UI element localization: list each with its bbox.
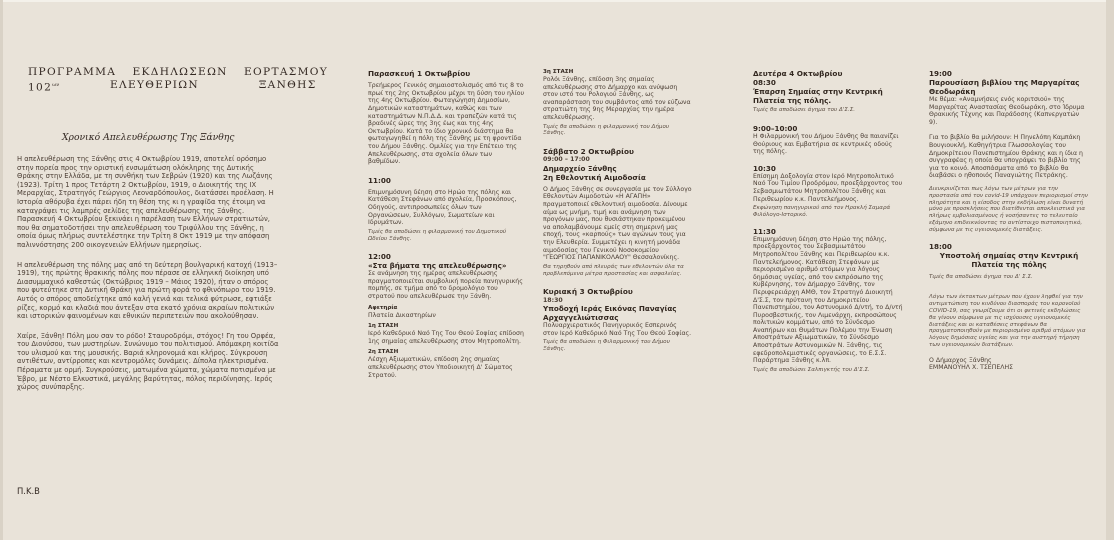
flag-raising-title: Έπαρση Σημαίας στην Κεντρική Πλατεία της πόλης.	[753, 87, 883, 106]
book-speakers-text: Για το βιβλίο θα μιλήσουν: Η Πηνελόπη Καμπάκη Βουγιουκλή, Καθηγήτρια Γλωσσολογίας του Δημοκρίτειου Πανεπιστημίου Θράκης και η ίδια η συγγραφέας η οποία θα υπογράψει το βιβλίο της για το κοινό. Αποσπάσματα από το βιβλίο θα διαβάσει ο ηθοποιός Παναγιώτης Πετράκης.	[929, 134, 1083, 180]
wreath-laying-note: Τιμές θα αποδώσει Σαλπιγκτής του Δ'Σ.Σ.	[753, 366, 870, 373]
covid-measures-note: Λόγω των έκτακτων μέτρων που έχουν ληφθεί για την αντιμετώπιση του κινδύνου διασποράς του κορονοϊού COVID-19, σας γνωρίζουμε ότι οι φετινές εκδηλώσεις θα γίνουν σύμφωνα με τις ισχύουσες υγειονομικές διατάξεις και οι καταθέσεις στεφάνων θα πραγματοποιηθούν με περιορισμένο αριθμό ατόμων για λόγους δημόσιας υγείας και για την αυστηρή τήρηση των υγειονομικών διατάξεων.	[929, 294, 1086, 348]
band-text: Η Φιλαρμονική του Δήμου Ξάνθης θα παιανίζει Θούριους και Εμβατήρια σε κεντρικές οδούς της πόλης.	[753, 133, 899, 156]
stop-3-note: Τιμές θα αποδώσει η φιλαρμονική του Δήμου Ξάνθης.	[543, 123, 670, 137]
wreath-laying-text: Επιμνημόσυνη δέηση στο Ηρώο της πόλης, προεξάρχοντος του Σεβασμιωτάτου Μητροπολίτου Ξάνθης και Περιθεωρίου κ.κ. Παντελεήμονος. Κατάθεση Στεφάνων με περιορισμένο αριθμό ατόμων για λόγους δημόσιας υγείας, από τον εκπρόσωπο της Κυβέρνησης, τον Δήμαρχο Ξάνθης, τον Περιφερειάρχη ΑΜΘ, τον Στρατηγό Διοικητή Δ'Σ.Σ, τον πρύτανη του Δημοκριτείου Πανεπιστημίου, τον Αστυνομικό Δ/ντή, το Δ/ντή Πυροσβεστικής, τον Λιμενάρχη, εκπροσώπους πολιτικών κομμάτων, από το Σύνδεσμο Αναπήρων και Θυμάτων Πολέμου την Ένωση Αποστράτων Αξιωματικών, το Σύνδεσμο Αποστράτων Αστυνομικών Ν. Ξάνθης, τις εφεδροπολεμιστικές οργανώσεις, το Ε.Σ.Σ. Παράρτημα Ξάνθης κ.λπ.	[753, 235, 903, 365]
friday-description: Τρεήμερος Γενικός σημαιοστολισμός από τις 8 το πρωί της 2ης Οκτωβρίου μέχρι τη δύση του ηλίου της 4ης Οκτωβρίου. Φωταγώγηση Δημοσίων, Δημοτικών καταστημάτων, καθώς και των καταστημάτων Ν.Π.Δ.Δ. και τραπεζών κατά τις βραδινές ώρες της 3ης έως και της 4ης Οκτωβρίου. Κατά το ίδιο χρονικό διάστημα θα φωταγωγηθεί η πόλη της Ξάνθης με τη φροντίδα του Δήμου Ξάνθης. Ομιλίες για την Επέτειο της Απελευθέρωσης, στα σχολεία όλων των βαθμίδων.	[368, 82, 525, 166]
vespers-note: Τιμές θα αποδώσει η Φιλαρμονική του Δήμου Ξάνθης.	[543, 339, 670, 352]
flag-lowering-title: Υποστολή σημαίας στην Κεντρική Πλατεία της πόλης	[939, 250, 1079, 269]
stop-1-label: 1η ΣΤΑΣΗ	[368, 323, 399, 330]
title-word-liberation: ΕΛΕΥΘΕΡΙΩΝ	[110, 79, 199, 91]
time-1200: 12:00	[368, 252, 391, 262]
time-0830: 08:30	[753, 78, 776, 88]
column-monday	[753, 69, 905, 374]
doxology-text: Επίσημη Δοξολογία στον Ιερό Μητροπολιτικό Ναό Του Τιμίου Προδρόμου, προεξάρχοντος του Σεβασμιωτάτου Μητροπολίτου Ξάνθης και Περιθεωρίου κ.κ. Παντελεήμονος.	[753, 172, 903, 203]
title-suffix: ων	[52, 82, 60, 88]
chronicle-paragraph-1: Η απελευθέρωση της Ξάνθης στις 4 Οκτωβρίου 1919, αποτελεί ορόσημο στην πορεία προς την οριστική ενσωμάτωση ολόκληρης της Δυτικής Θράκης στην Ελλάδα, με τη συνθήκη των Σεβρών (1920) και της Λωζάνης (1923). Τρίτη 1 προς Τετάρτη 2 Οκτωβρίου, 1919, ο Διοικητής της ΙΧ Μεραρχίας, Στρατηγός Γεώργιος Λεοναρδόπουλος, διατάσσει προέλαση. Η Ιστορία αθόρυβα έχει πάρει ήδη τη θέση της κι η γραφίδα της έτοιμη να καταγράψει τις λαμπρές σελίδες της απελευθέρωσης της Ξάνθης. Παρασκευή 4 Οκτωβρίου ξεκινάει η παρέλαση των Ελλήνων στρατιωτών, που θα σηματοδοτήσει την απελευθέρωση του Τριφύλλου της Ξάνθης, η οποία όμως πλήρως συντελέστηκε την Τρίτη 8 Οκτ 1919 με την απόφαση παλιννόστησης 200 οικογενειών Ελλήνων ημερησίως.	[17, 155, 274, 249]
time-1130: 11:30	[753, 226, 776, 236]
day-saturday-heading: Σάββατο 2 Οκτωβρίου	[543, 147, 634, 157]
column-saturday-sunday	[543, 69, 693, 353]
book-presentation-text: Με θέμα: «Αναμνήσεις ενός κοριτσιού» της Μαργαρίτας Αναστασίας Θεοδωράκη, στο Ίδρυμα Θρακικής Τέχνης και Παράδοσης (Καπνεργατών 9).	[929, 96, 1085, 126]
blood-drive-title: 2η Εθελοντική Αιμοδοσία	[543, 172, 646, 182]
title-word-program: ΠΡΟΓΡΑΜΜΑ	[28, 66, 117, 78]
chronicle-heading: Χρονικό Απελευθέρωσης Της Ξάνθης	[62, 132, 235, 143]
time-1900: 19:00	[929, 69, 952, 78]
departure-label: Αφετηρία	[368, 304, 398, 311]
column-evening	[929, 69, 1089, 372]
chronicle-paragraph-3: Χαίρε, Ξάνθη! Πόλη μου σαν το ρόδο! Σταυροδρόμι, στόχος! Γη του Ορφέα, του Διονύσου, των μυστηρίων. Συνώνυμο του πολιτισμού. Απόμακρη κοιτίδα του υλισμού και της μουσικής. Βαριά κληρονομιά και κλήρος. Σύγκρουση αντιθέτων, αντίρροπες και κεντρομόλες δυνάμεις. Δίπολα ηλεκτρισμένα. Πέραματα με ορμή. Συγκρούσεις, ματωμένα χώματα, χώματα ποτισμένα με Έβρο, με Νέστο Ελκυστικά, μεγάλης βαρύτητας, πόλος περιδίνησης. Ιερός χώρος συνύπαρξης.	[17, 331, 279, 392]
departure-place: Πλατεία Δικαστηρίων	[368, 311, 436, 319]
title-number: 102	[28, 81, 53, 94]
chronicle-paragraph-2: Η απελευθέρωση της πόλης μας από τη δεύτερη βουλγαρική κατοχή (1913–1919), της πρώτης θρακικής πόλης που πέρασε σε ελληνική διοίκηση υπό Διασυμμαχικό καθεστώς (Οκτώβριος 1919 – Μάιος 1920), ήταν ο σπόρος που φυτεύτηκε στη Δυτική Θράκη για πρώτη φορά το φθινόπωρο του 1919. Αυτός ο σπόρος αποδείχτηκε από καλή γενιά και τελικά φύτρωσε, εφτιάξε ρίζες, κορμό και κλαδιά που άντεξαν στα εκατό χρόνια ακραίων πολιτικών και ιστορικών φαινομένων και εθνικών περιπετειών που ακολούθησαν.	[17, 260, 278, 321]
chronicle-column	[17, 155, 279, 397]
day-monday-heading: Δευτέρα 4 Οκτωβρίου	[753, 69, 843, 78]
title-anniversary	[28, 79, 96, 95]
book-presentation-title: Παρουσίαση βιβλίου της Μαργαρίτας Θεοδωράκη	[929, 78, 1080, 96]
program-title	[28, 66, 328, 95]
time-1030: 10:30	[753, 163, 776, 173]
memorial-1100-note: Τιμές θα αποδώσει η φιλαρμονική του Δημοτικού Ωδείου Ξάνθης.	[368, 228, 507, 242]
sunday-time: 18:30	[543, 296, 563, 304]
time-1800: 18:00	[929, 241, 952, 251]
saturday-venue: Δημαρχείο Ξάνθης	[543, 163, 617, 173]
flag-lowering-note: Τιμές θα αποδώσει άγημα του Δ' Σ.Σ.	[929, 273, 1033, 280]
memorial-1100-text: Επιμνημόσυνη δέηση στο Ηρώο της πόλης και Κατάθεση Στεφάνων από σχολεία, Προσκόπους, Οδηγούς, αντιπροσωπείες όλων των Οργανώσεων, Συλλόγων, Σωματείων και Ιδρυμάτων.	[368, 188, 517, 227]
doxology-note: Εκφώνηση πανηγυρικού από τον Ηρακλή Σαμαρά Φιλόλογο-Ιστορικό.	[753, 205, 891, 218]
column-friday	[368, 69, 526, 379]
stop-3-label: 3η ΣΤΑΣΗ	[543, 69, 574, 75]
day-sunday-heading: Κυριακή 3 Οκτωβρίου	[543, 287, 633, 297]
stop-2-label: 2η ΣΤΑΣΗ	[368, 349, 399, 356]
mayor-name: ΕΜΜΑΝΟΥΗΛ Χ. ΤΣΕΠΕΛΗΣ	[929, 364, 1014, 372]
vespers-text: Πολυαρχιερατικός Πανηγυρικός Εσπερινός στον Ιερό Καθεδρικό Ναό Της Του Θεού Σοφίας.	[543, 321, 692, 337]
top-edge	[0, 0, 1114, 2]
blood-drive-text: Ο Δήμος Ξάνθης σε συνεργασία με τον Σύλλογο Εθελοντών Αιμοδοτών «Η ΑΓΑΠΗ» πραγματοποιεί εθελοντική αιμοδοσία. Δίνουμε αίμα ως μνήμη, τιμή και ανάμνηση των προγόνων μας, που θυσιάστηκαν προκειμένου να απολαμβάνουμε εμείς στη σημερινή μας εποχή, τους «καρπούς» των αγώνων τους για την Ελευθερία. Συμμετέχει η κινητή μονάδα αιμοδοσίας του Γενικού Νοσοκομείου "ΓΕΩΡΓΙΟΣ ΠΑΠΑΝΙΚΟΛΑΟΥ" Θεσσαλονίκης.	[543, 185, 692, 262]
saturday-time: 09:00 – 17:00	[543, 156, 590, 164]
march-title: «Στα βήματα της απελευθέρωσης»	[368, 261, 507, 271]
stop-2-text: Λέσχη Αξιωματικών, επίδοση 2ης σημαίας απελευθέρωσης στον Υποδιοικητή Δ' Σώματος Στρατού.	[368, 356, 513, 379]
blood-drive-note: Θα τηρηθούν από πλευράς των εθελοντών όλα τα προβλεπόμενα μέτρα προστασίας και ασφαλείας.	[543, 263, 684, 277]
title-line-1	[28, 66, 328, 79]
left-edge	[0, 0, 3, 540]
title-word-xanthi: ΞΑΝΘΗΣ	[258, 79, 317, 91]
icon-reception-title: Υποδοχή Ιεράς Εικόνας Παναγίας Αρχαγγελιώτισσας	[543, 303, 677, 322]
right-edge	[1106, 0, 1114, 540]
signature-initials: Π.Κ.Β	[17, 486, 40, 496]
stop-1-text: Ιερό Καθεδρικό Ναό Της Του Θεού Σοφίας επίδοση 1ης σημαίας απελευθέρωσης στον Μητροπολίτη.	[368, 330, 524, 345]
title-line-2	[28, 79, 328, 95]
day-friday-heading: Παρασκευή 1 Οκτωβρίου	[368, 69, 471, 78]
flag-raising-note: Τιμές θα αποδώσει άγημα του Δ'Σ.Σ.	[753, 107, 856, 114]
title-word-events: ΕΚΔΗΛΩΣΕΩΝ	[132, 66, 228, 78]
stop-3-text: Ρολόι Ξάνθης, επίδοση 3ης σημαίας απελευθέρωσης στο Δήμαρχο και ανύψωση στον ιστό του Ρολογιού Ξάνθης, ως αναπαράσταση του συμβάντος από τον εύζωνα στρατιώτη της 9ης Μεραρχίας την ημέρα απελευθέρωσης.	[543, 76, 691, 121]
mayor-title: Ο Δήμαρχος Ξάνθης	[929, 356, 992, 364]
time-1100: 11:00	[368, 175, 391, 185]
time-0900: 9:00–10:00	[753, 124, 798, 133]
book-access-note: Διευκρινίζεται πως λόγω των μέτρων για την προστασία από τον covid-19 υπάρχουν περιορισμοί στην πληρότητα και η είσοδος στην εκδήλωση είναι δυνατή μόνο με προσκλήσεις που διατίθενται αποκλειστικά για πλήρως εμβολιασμένους ή νοσήσαντες το τελευταίο εξάμηνο επιδεικνύοντας το αντίστοιχο πιστοποιητικό, σύμφωνα με τις υγειονομικές διατάξεις.	[929, 185, 1088, 233]
title-word-celebration: ΕΟΡΤΑΣΜΟΥ	[244, 66, 328, 78]
march-description: Σε ανάμνηση της ημέρας απελευθέρωσης πραγματοποιείται συμβολική πορεία πανηγυρικής πομπής, σε τμήμα από το δρομολόγιο του στρατού που απελευθέρωσε την Ξάνθη.	[368, 270, 523, 301]
